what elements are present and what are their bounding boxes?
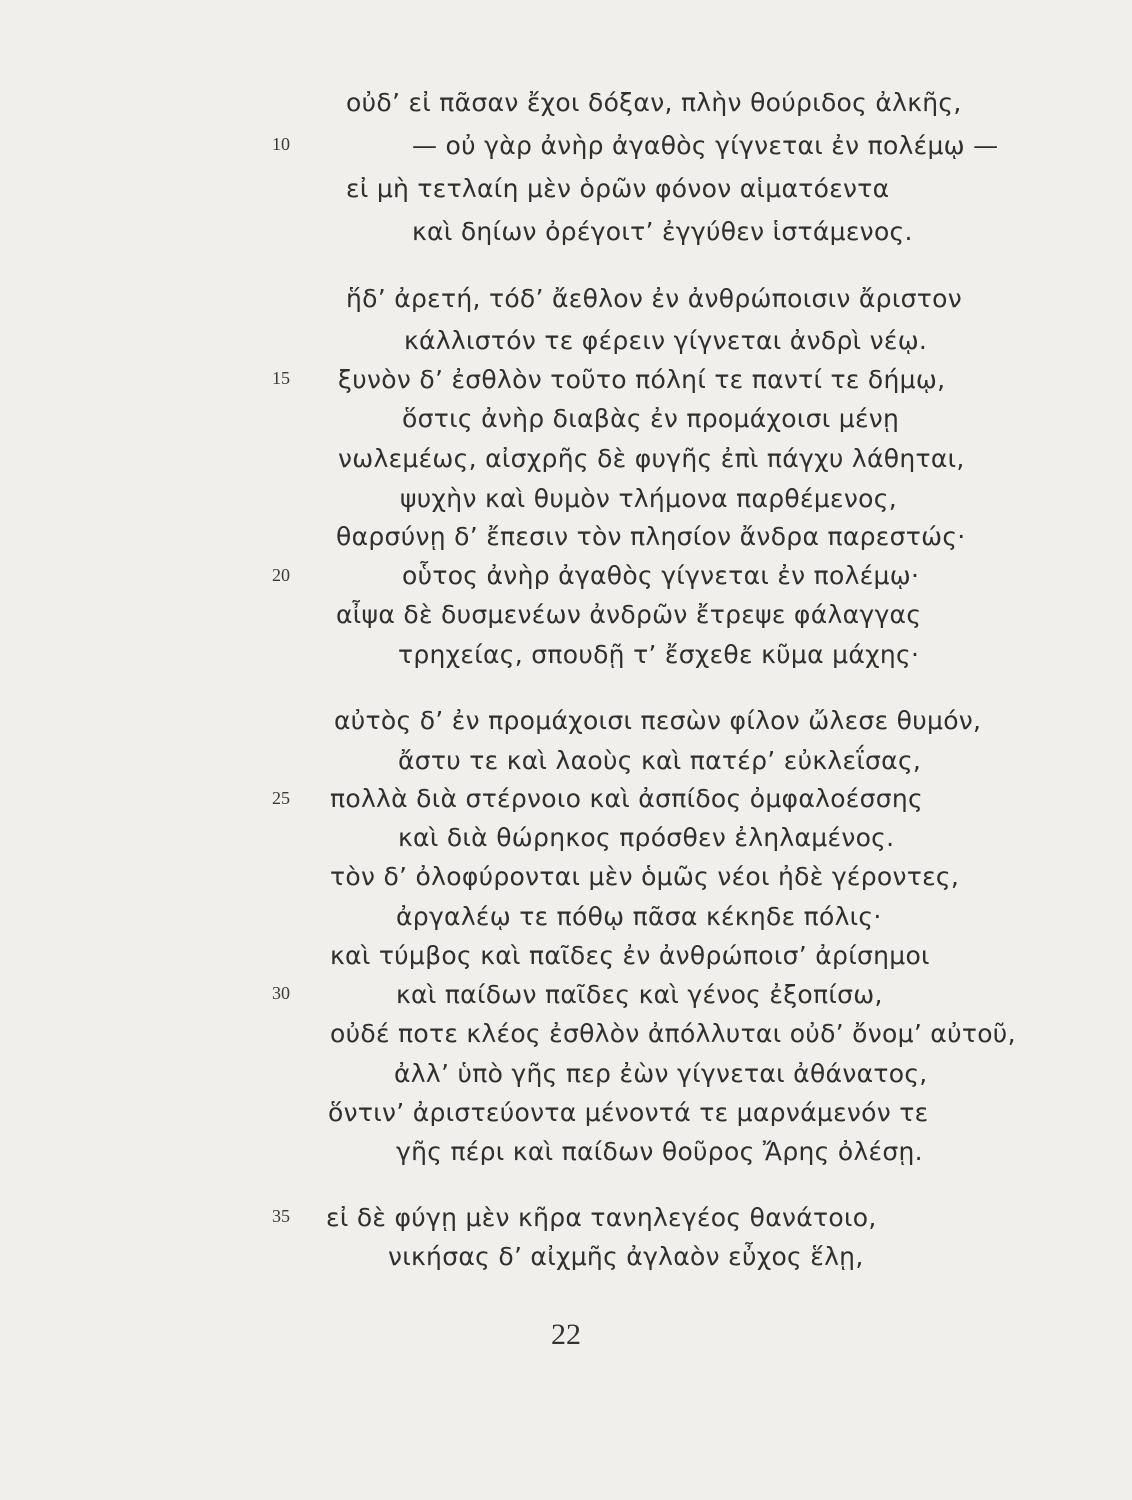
verse-line: γῆς πέρι καὶ παίδων θοῦρος Ἄρης ὀλέσῃ. xyxy=(396,1137,923,1166)
verse-line: καὶ παίδων παῖδες καὶ γένος ἐξοπίσω, xyxy=(396,980,883,1009)
verse-line: ξυνὸν δ’ ἐσθλὸν τοῦτο πόληί τε παντί τε δήμῳ, xyxy=(338,365,946,394)
verse-line: καὶ διὰ θώρηκος πρόσθεν ἐληλαμένος. xyxy=(398,823,895,852)
verse-line: οὐδ’ εἰ πᾶσαν ἔχοι δόξαν, πλὴν θούριδος ἀλκῆς, xyxy=(346,88,962,117)
verse-line: θαρσύνῃ δ’ ἔπεσιν τὸν πλησίον ἄνδρα παρεστώς· xyxy=(336,522,966,551)
verse-line: αἶψα δὲ δυσμενέων ἀνδρῶν ἔτρεψε φάλαγγας xyxy=(336,600,922,629)
verse-line: εἰ δὲ φύγῃ μὲν κῆρα τανηλεγέος θανάτοιο, xyxy=(326,1203,877,1232)
line-number: 10 xyxy=(272,134,290,154)
verse-line: ἀργαλέῳ τε πόθῳ πᾶσα κέκηδε πόλις· xyxy=(396,902,882,931)
line-number: 15 xyxy=(272,368,290,388)
verse-line: τρηχείας, σπουδῇ τ’ ἔσχεθε κῦμα μάχης· xyxy=(398,640,920,669)
verse-line: νικήσας δ’ αἰχμῆς ἀγλαὸν εὖχος ἕλῃ, xyxy=(388,1242,864,1271)
verse-line: πολλὰ διὰ στέρνοιο καὶ ἀσπίδος ὀμφαλοέσσης xyxy=(330,784,924,813)
verse-line: ἥδ’ ἀρετή, τόδ’ ἄεθλον ἐν ἀνθρώποισιν ἄριστον xyxy=(346,284,962,313)
verse-line: νωλεμέως, αἰσχρῆς δὲ φυγῆς ἐπὶ πάγχυ λάθηται, xyxy=(338,444,965,473)
verse-line: αὐτὸς δ’ ἐν προμάχοισι πεσὼν φίλον ὤλεσε θυμόν, xyxy=(334,706,982,735)
verse-line: οὐδέ ποτε κλέος ἐσθλὸν ἀπόλλυται οὐδ’ ὄνομ’ αὐτοῦ, xyxy=(330,1019,1016,1048)
verse-line: καὶ τύμβος καὶ παῖδες ἐν ἀνθρώποισ’ ἀρίσημοι xyxy=(330,941,930,970)
page-number: 22 xyxy=(551,1318,581,1351)
line-number: 20 xyxy=(272,565,290,585)
verse-line: οὗτος ἀνὴρ ἀγαθὸς γίγνεται ἐν πολέμῳ· xyxy=(402,561,920,590)
verse-line: ὅστις ἀνὴρ διαβὰς ἐν προμάχοισι μένῃ xyxy=(402,404,900,433)
verse-line: εἰ μὴ τετλαίη μὲν ὁρῶν φόνον αἱματόεντα xyxy=(346,174,890,203)
verse-line: ψυχὴν καὶ θυμὸν τλήμονα παρθέμενος, xyxy=(400,484,897,513)
verse-line: ὅντιν’ ἀριστεύοντα μένοντά τε μαρνάμενόν τε xyxy=(328,1098,929,1127)
line-number: 35 xyxy=(272,1206,290,1226)
verse-line: κάλλιστόν τε φέρειν γίγνεται ἀνδρὶ νέῳ. xyxy=(404,326,928,355)
verse-line: ἀλλ’ ὑπὸ γῆς περ ἐὼν γίγνεται ἀθάνατος, xyxy=(394,1059,928,1088)
line-number: 25 xyxy=(272,788,290,808)
verse-line: τὸν δ’ ὀλοφύρονται μὲν ὁμῶς νέοι ἠδὲ γέροντες, xyxy=(330,862,960,891)
verse-line: ἄστυ τε καὶ λαοὺς καὶ πατέρ’ εὐκλεΐσας, xyxy=(398,746,922,775)
verse-line: — οὐ γὰρ ἀνὴρ ἀγαθὸς γίγνεται ἐν πολέμῳ — xyxy=(412,131,999,160)
verse-line: καὶ δηίων ὀρέγοιτ’ ἐγγύθεν ἱστάμενος. xyxy=(412,217,913,246)
line-number: 30 xyxy=(272,983,290,1003)
